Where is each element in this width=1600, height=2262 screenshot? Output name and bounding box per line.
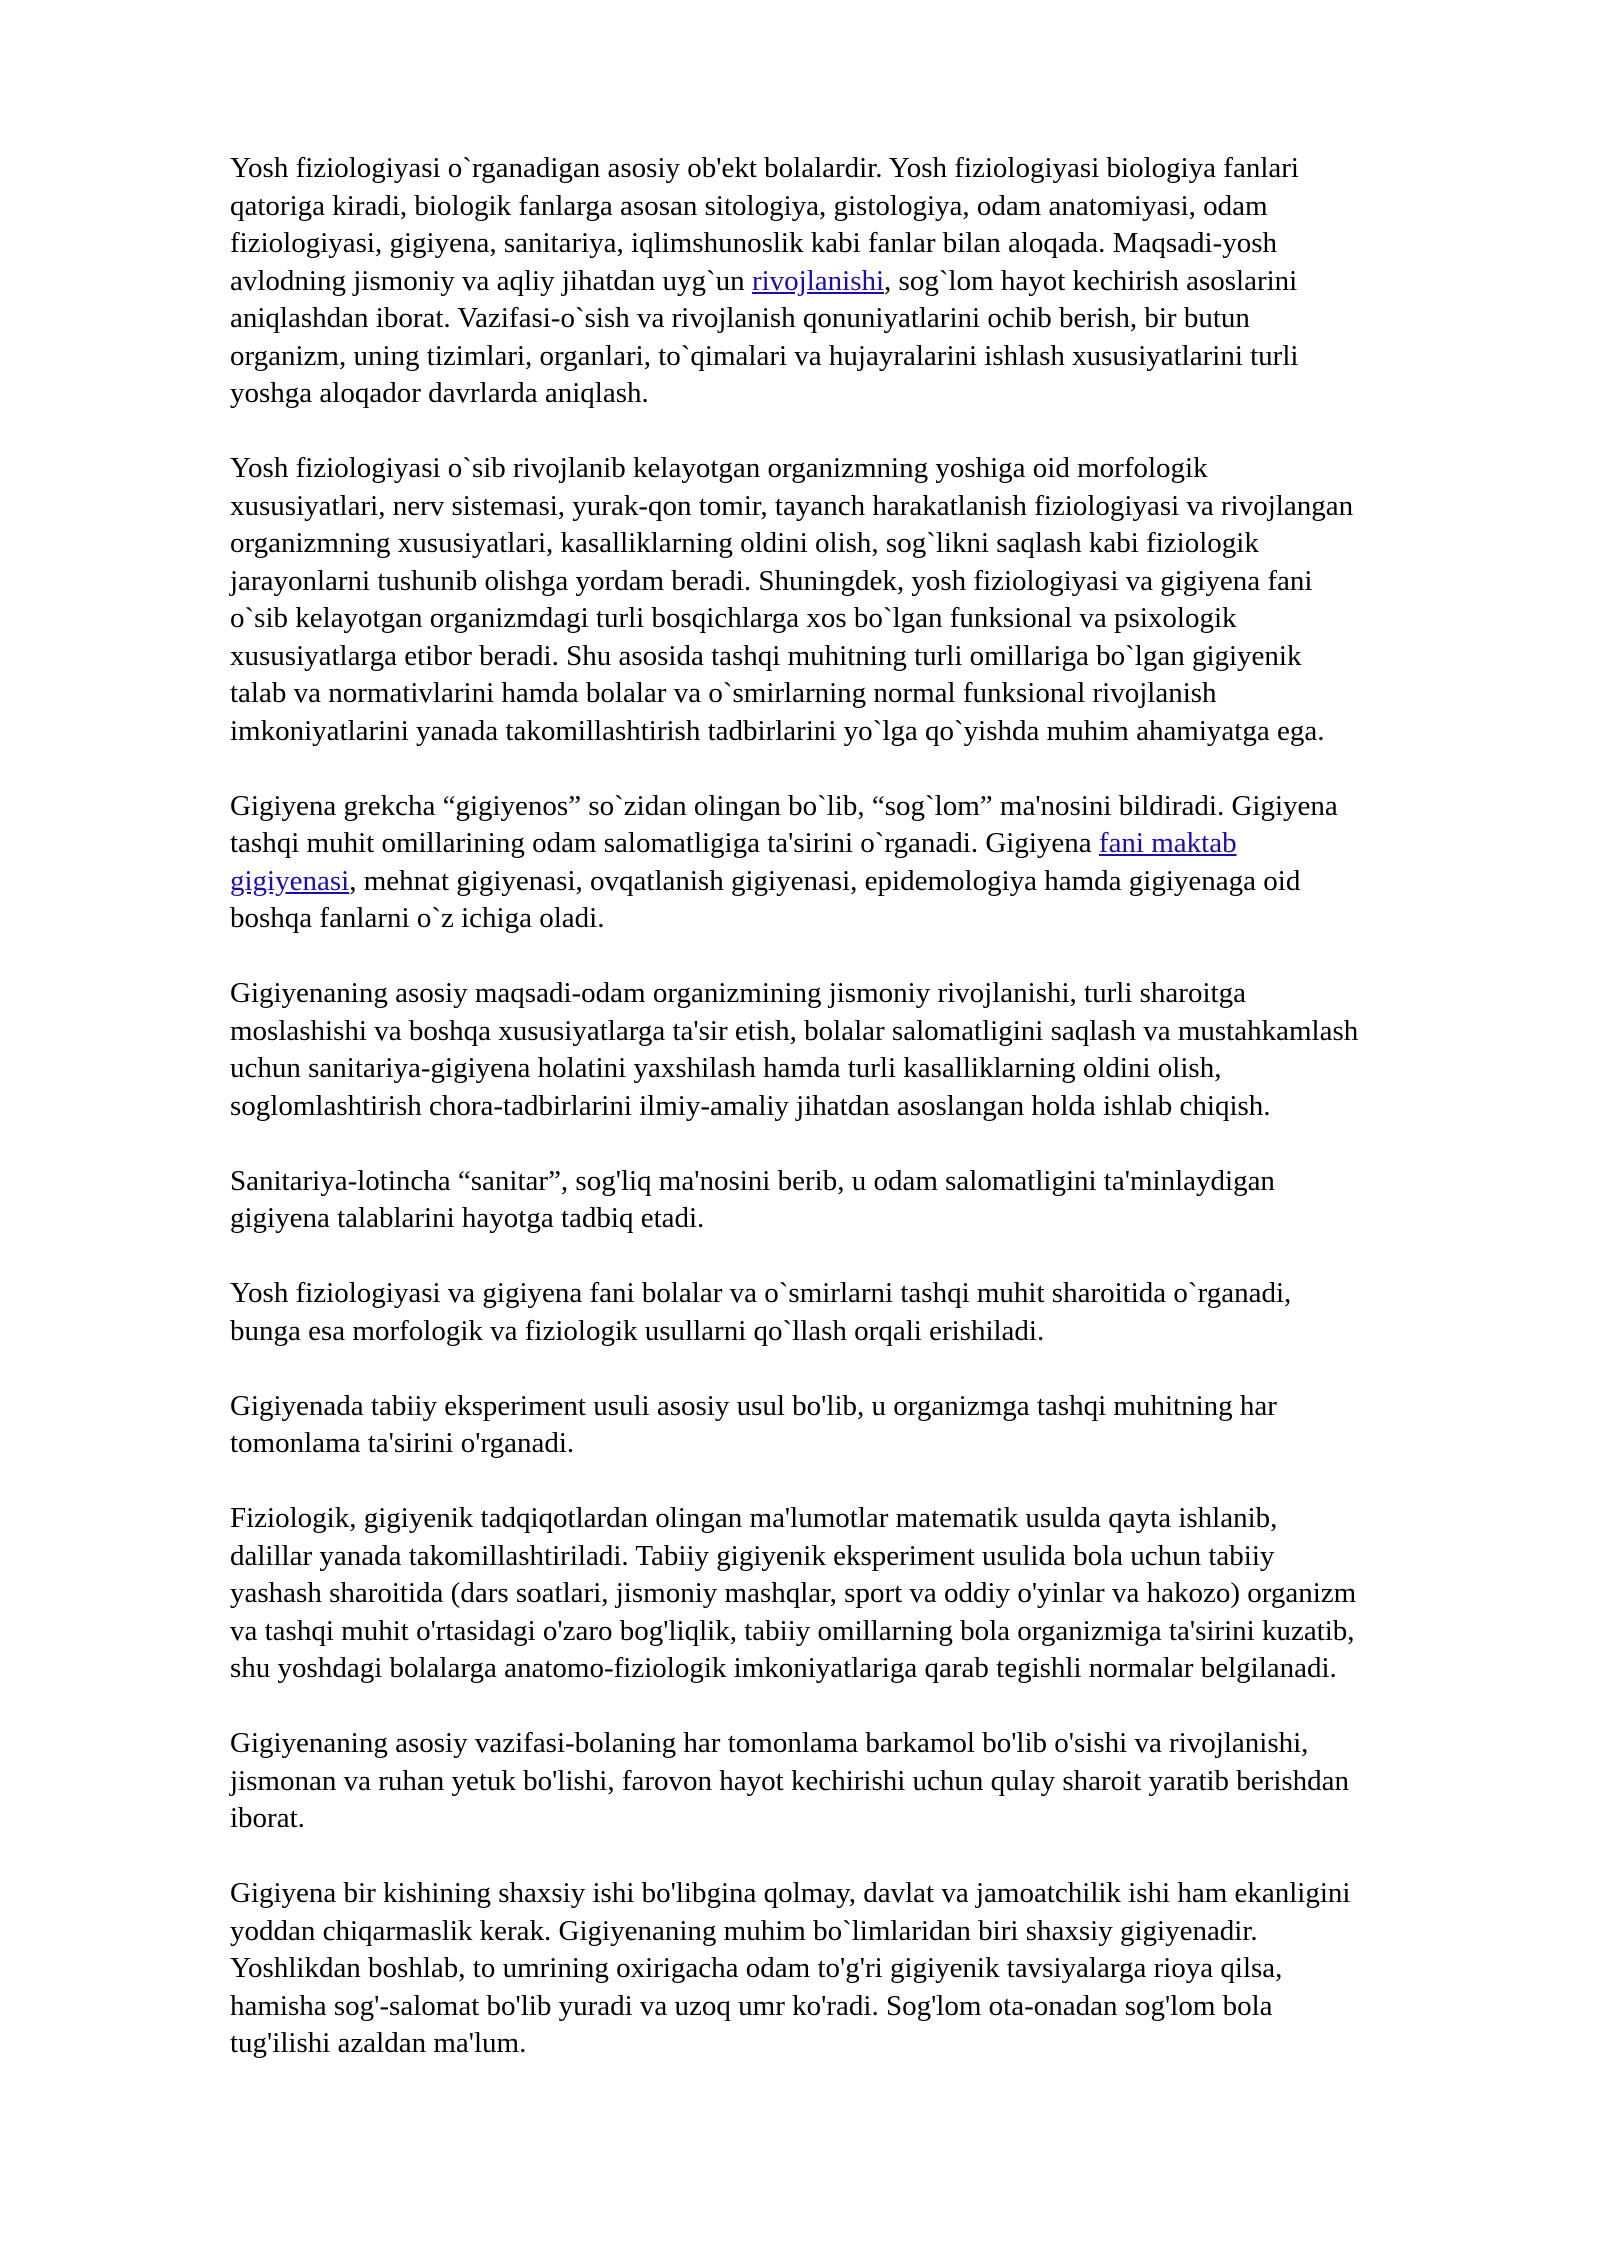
paragraph-7: Gigiyenada tabiiy eksperiment usuli asosiy usul bo'lib, u organizmga tashqi muhitning har tomonlama ta'sirini o'rganadi.	[230, 1389, 1277, 1459]
paragraph-3-text-end: , mehnat gigiyenasi, ovqatlanish gigiyenasi, epidemologiya hamda gigiyenaga oid boshqa fanlarni o`z ichiga oladi.	[230, 864, 1301, 934]
paragraph-8: Fiziologik, gigiyenik tadqiqotlardan olingan ma'lumotlar matematik usulda qayta ishlanib, dalillar yanada takomillashtiriladi. Tabiiy gigiyenik eksperiment usulida bola uchun tabiiy yashash sharoitida (dars soatlari, jismoniy mashqlar, sport va oddiy o'yinlar va hakozo) organizm va tashqi muhit o'rtasidagi o'zaro bog'liqlik, tabiiy omillarning bola organizmiga ta'sirini kuzatib, shu yoshdagi bolalarga anatomo-fiziologik imkoniyatlariga qarab tegishli normalar belgilanadi.	[230, 1502, 1357, 1684]
paragraph-3-text-start: Gigiyena grekcha “gigiyenos” so`zidan olingan bo`lib, “sog`lom” ma'nosini bildiradi. Gigiyena tashqi muhit omillarining odam salomatligiga ta'sirini o`rganadi. Gigiyena	[230, 789, 1338, 859]
fani-maktab-gigiyenasi-link[interactable]: fani maktab gigiyenasi	[230, 827, 1237, 897]
paragraph-1	[230, 150, 1500, 413]
paragraph-9: Gigiyenaning asosiy vazifasi-bolaning har tomonlama barkamol bo'lib o'sishi va rivojlanishi, jismonan va ruhan yetuk bo'lishi, farovon hayot kechirishi uchun qulay sharoit yaratib berishdan iborat.	[230, 1727, 1350, 1834]
paragraph-10: Gigiyena bir kishining shaxsiy ishi bo'libgina qolmay, davlat va jamoatchilik ishi ham ekanligini yoddan chiqarmaslik kerak. Gigiyenaning muhim bo`limlaridan biri shaxsiy gigiyenadir. Yoshlikdan boshlab, to umrining oxirigacha odam to'g'ri gigiyenik tavsiyalarga rioya qilsa, hamisha sog'-salomat bo'lib yuradi va uzoq umr ko'radi. Sog'lom ota-onadan sog'lom bola tug'ilishi azaldan ma'lum.	[230, 1877, 1351, 2059]
paragraph-2: Yosh fiziologiyasi o`sib rivojlanib kelayotgan organizmning yoshiga oid morfologik xususiyatlari, nerv sistemasi, yurak-qon tomir, tayanch harakatlanish fiziologiyasi va rivojlangan organizmning xususiyatlari, kasalliklarning oldini olish, sog`likni saqlash kabi fiziologik jarayonlarni tushunib olishga yordam beradi. Shuningdek, yosh fiziologiyasi va gigiyena fani o`sib kelayotgan organizmdagi turli bosqichlarga xos bo`lgan funksional va psixologik xususiyatlarga etibor beradi. Shu asosida tashqi muhitning turli omillariga bo`lgan gigiyenik talab va normativlarini hamda bolalar va o`smirlarning normal funksional rivojlanish imkoniyatlarini yanada takomillashtirish tadbirlarini yo`lga qo`yishda muhim ahamiyatga ega.	[230, 452, 1354, 747]
paragraph-4: Gigiyenaning asosiy maqsadi-odam organizmining jismoniy rivojlanishi, turli sharoitga moslashishi va boshqa xususiyatlarga ta'sir etish, bolalar salomatligini saqlash va mustahkamlash uchun sanitariya-gigiyena holatini yaxshilash hamda turli kasalliklarning oldini olish, soglomlashtirish chora-tadbirlarini ilmiy-amaliy jihatdan asoslangan holda ishlab chiqish.	[230, 977, 1359, 1122]
paragraph-1-text-end: , sog`lom hayot kechirish asoslarini aniqlashdan iborat. Vazifasi-o`sish va rivojlanish qonuniyatlarini ochib berish, bir butun organizm, uning tizimlari, organlari, to`qimalari va hujayralarini ishlash xususiyatlarini turli yoshga aloqador davrlarda aniqlash.	[230, 264, 1299, 409]
paragraph-1-text-start: Yosh fiziologiyasi o`rganadigan asosiy ob'ekt bolalardir. Yosh fiziologiyasi biologiya fanlari qatoriga kiradi, biologik fanlarga asosan sitologiya, gistologiya, odam anatomiyasi, odam fiziologiyasi, gigiyena, sanitariya, iqlimshunoslik kabi fanlar bilan aloqada. Maqsadi-yosh avlodning jismoniy va aqliy jihatdan uyg`un	[230, 152, 1299, 297]
paragraph-3	[230, 788, 1500, 938]
paragraph-5: Sanitariya-lotincha “sanitar”, sog'liq ma'nosini berib, u odam salomatligini ta'minlaydigan gigiyena talablarini hayotga tadbiq etadi.	[230, 1164, 1275, 1234]
rivojlanishi-link[interactable]: rivojlanishi	[751, 264, 885, 297]
paragraph-6: Yosh fiziologiyasi va gigiyena fani bolalar va o`smirlarni tashqi muhit sharoitida o`rganadi, bunga esa morfologik va fiziologik usullarni qo`llash orqali erishiladi.	[230, 1277, 1292, 1347]
document-page	[230, 150, 1500, 2100]
